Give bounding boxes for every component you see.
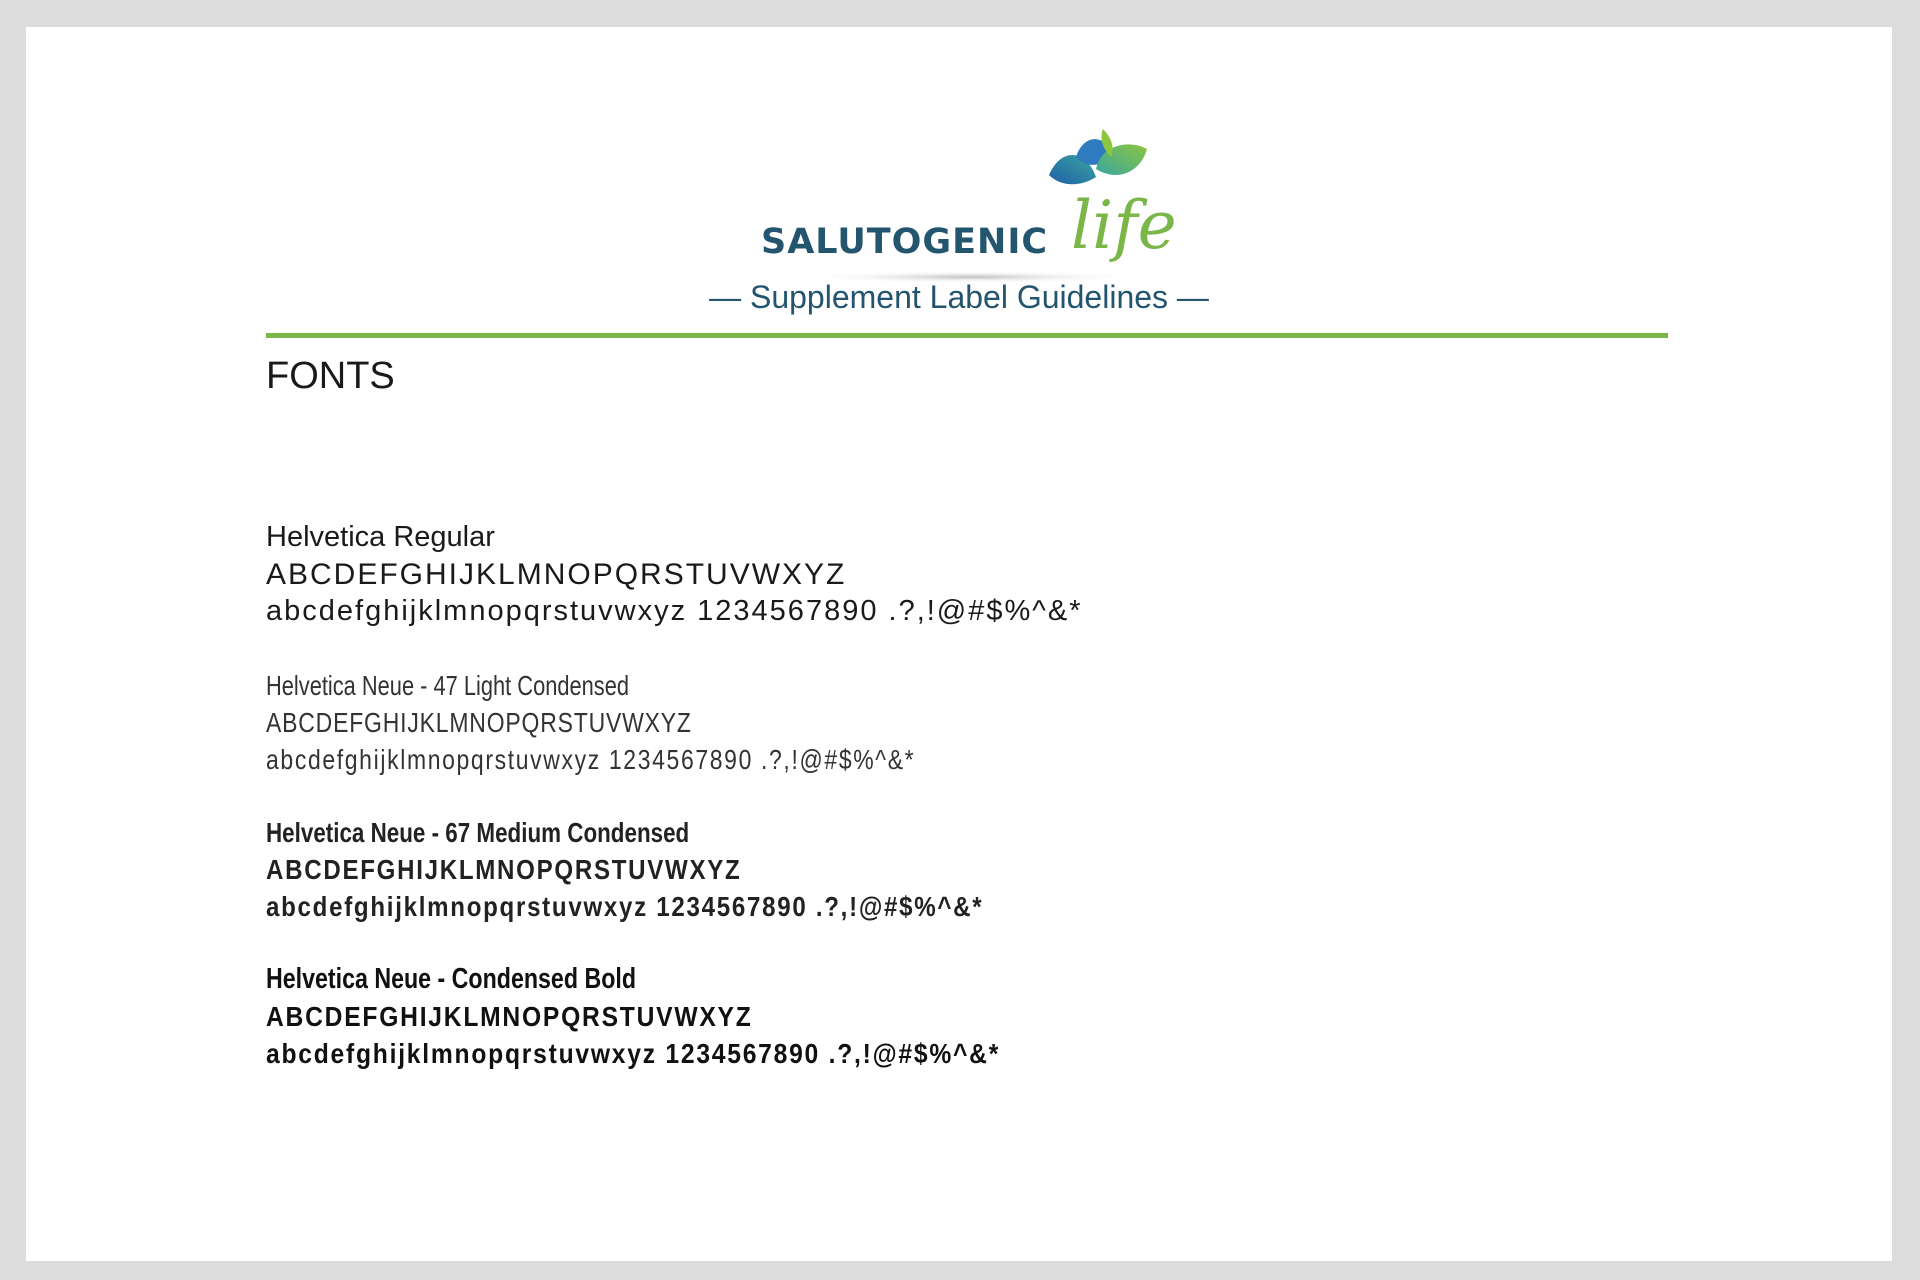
lowercase-sample: abcdefghijklmnopqrstuvwxyz 1234567890 .?,!@#$%^&* bbox=[266, 744, 916, 775]
font-name: Helvetica Neue - 67 Medium Condensed bbox=[266, 817, 690, 848]
font-name: Helvetica Neue - Condensed Bold bbox=[266, 963, 636, 995]
font-name: Helvetica Regular bbox=[266, 521, 495, 553]
font-name: Helvetica Neue - 47 Light Condensed bbox=[266, 670, 630, 701]
logo-wordmark: SALUTOGENIC bbox=[761, 222, 1049, 262]
uppercase-sample: ABCDEFGHIJKLMNOPQRSTUVWXYZ bbox=[266, 707, 692, 738]
logo-script: life bbox=[1071, 187, 1177, 264]
uppercase-sample: ABCDEFGHIJKLMNOPQRSTUVWXYZ bbox=[266, 1001, 753, 1032]
guidelines-subtitle: — Supplement Label Guidelines — bbox=[709, 279, 1209, 315]
font-specimen-condensed-bold bbox=[266, 961, 1100, 1072]
lowercase-sample: abcdefghijklmnopqrstuvwxyz 1234567890 .?,!@#$%^&* bbox=[266, 891, 984, 922]
header-divider bbox=[266, 333, 1668, 338]
font-specimen-regular bbox=[266, 519, 1083, 630]
font-specimen-light-condensed bbox=[266, 667, 1058, 778]
section-title: FONTS bbox=[266, 355, 395, 397]
uppercase-sample: ABCDEFGHIJKLMNOPQRSTUVWXYZ bbox=[266, 854, 742, 885]
font-specimen-medium-condensed bbox=[266, 814, 1100, 925]
lowercase-sample: abcdefghijklmnopqrstuvwxyz 1234567890 .?,!@#$%^&* bbox=[266, 595, 1083, 627]
document-page bbox=[26, 27, 1892, 1261]
uppercase-sample: ABCDEFGHIJKLMNOPQRSTUVWXYZ bbox=[266, 558, 847, 591]
lowercase-sample: abcdefghijklmnopqrstuvwxyz 1234567890 .?,!@#$%^&* bbox=[266, 1038, 1001, 1069]
